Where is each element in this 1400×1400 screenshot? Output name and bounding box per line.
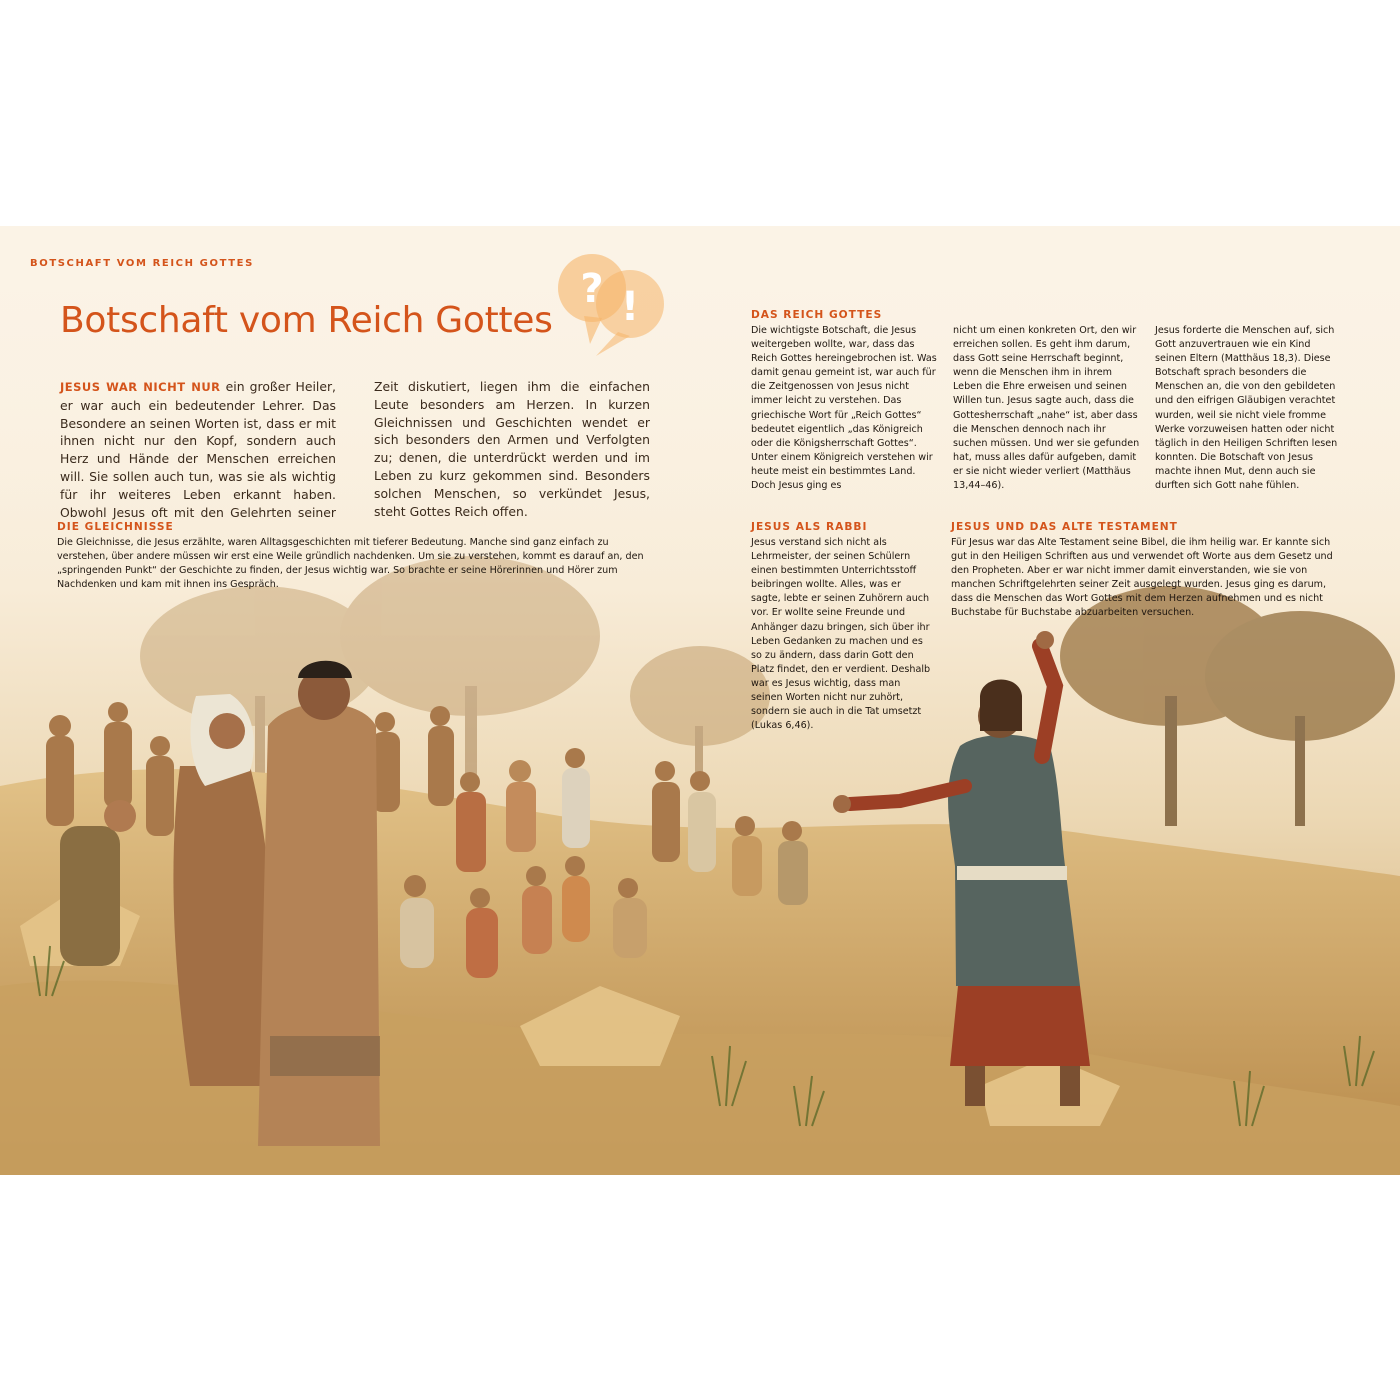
- section-text-rabbi: Jesus verstand sich nicht als Lehrmeister, der seinen Schülern einen bestimmten Unterrichtsstoff beibringen wollte. Alles, was er sagte, lebte er seinen Zuhörern auch vor. Er wollte seine Freunde und Anhänger dazu bringen, sich über ihr Leben Gedanken zu machen und es so zu ändern, dass darin Gott den Platz findet, den er verdient. Deshalb war es Jesus wichtig, dass man seinen Worten nicht nur zuhört, sondern sie auch in die Tat umsetzt (Lukas 6,46).: [751, 537, 931, 732]
- intro-body: ein großer Heiler, er war auch ein bedeutender Lehrer. Das Besondere an seinen Worten ist, dass er mit ihnen nicht nur den Kopf, sondern auch Herz und Hände der Menschen erreichen will. Sie sollen auch tun, was sie als wichtig für ihr weiteres Leben erkannt haben. Obwohl Jesus oft mit den Gelehrten seiner Zeit diskutiert, liegen ihm die einfachen Leute besonders am Herzen. In kurzen Gleichnissen und Geschichten wendet er sich besonders den Armen und Verfolgten zu; denen, die unterdrückt werden und im Leben zu kurz gekommen sind. Besonders solchen Menschen, so verkündet Jesus, steht Gottes Reich offen.: [60, 379, 650, 520]
- section-text-gleichnisse: Die Gleichnisse, die Jesus erzählte, waren Alltagsgeschichten mit tieferer Bedeutung. Manche sind ganz einfach zu verstehen, über andere müssen wir erst eine Weile gründlich nachdenken. Um sie zu verstehen, kommt es darauf an, den „springenden Punkt“ der Geschichte zu finden, der Jesus wichtig war. So brachte er seine Hörerinnen und Hörer zum Nachdenken und kam mit ihnen ins Gespräch.: [57, 537, 644, 591]
- section-text-altes-testament: Für Jesus war das Alte Testament seine Bibel, die ihm heilig war. Er kannte sich gut in den Heiligen Schriften aus und verwendet oft Worte aus dem Gesetz und den Propheten. Aber er war nicht immer damit einverstanden, wie sie von manchen Schriftgelehrten seiner Zeit ausgelegt wurden. Jesus ging es darum, dass die Menschen das Wort Gottes mit dem Herzen aufnehmen und es nicht Buchstabe für Buchstabe abzuarbeiten versuchen.: [951, 537, 1333, 619]
- book-spread: [0, 226, 1400, 1175]
- reich-gottes-column-1: Die wichtigste Botschaft, die Jesus weitergeben wollte, war, dass das Reich Gottes hereingebrochen ist. Was damit genau gemeint ist, war auch für die Zeitgenossen von Jesus nicht immer leicht zu verstehen. Das griechische Wort für „Reich Gottes“ bedeutet eigentlich „das Königreich oder die Königsherrschaft Gottes“. Unter einem Königreich verstehen wir heute meist ein bestimmtes Land. Doch Jesus ging es: [751, 325, 937, 492]
- section-heading-reich-gottes: DAS REICH GOTTES: [751, 309, 883, 321]
- exclamation-mark-glyph: !: [620, 284, 640, 330]
- intro-text: [60, 378, 650, 521]
- section-heading-rabbi: JESUS ALS RABBI: [751, 521, 868, 533]
- section-heading-gleichnisse: DIE GLEICHNISSE: [57, 521, 174, 533]
- speech-bubbles-icon: [550, 252, 670, 358]
- question-mark-glyph: ?: [580, 266, 604, 312]
- page-title: Botschaft vom Reich Gottes: [60, 300, 553, 341]
- running-head: BOTSCHAFT VOM REICH GOTTES: [30, 258, 254, 269]
- section-heading-altes-testament: JESUS UND DAS ALTE TESTAMENT: [951, 521, 1178, 533]
- reich-gottes-column-3: Jesus forderte die Menschen auf, sich Gott anzuvertrauen wie ein Kind seinen Eltern (Matthäus 18,3). Diese Botschaft sprach besonders die Menschen an, die von den gebildeten und den eifrigen Gläubigen verachtet wurden, weil sie nicht viele fromme Werke vorzuweisen hatten oder nicht täglich in den Heiligen Schriften lesen konnten. Die Botschaft von Jesus machte ihnen Mut, denn auch sie durften sich Gott nahe fühlen.: [1155, 325, 1338, 492]
- reich-gottes-column-2: nicht um einen konkreten Ort, den wir erreichen sollen. Es geht ihm darum, dass Gott seine Herrschaft beginnt, wenn die Menschen ihm in ihrem Leben die Ehre erweisen und seinen Willen tun. Jesus sagte auch, dass die Gottesherrschaft „nahe“ ist, aber dass die Menschen dennoch nach ihr suchen müssen. Und wer sie gefunden hat, muss alles dafür aufgeben, damit er sie nicht wieder verliert (Matthäus 13,44–46).: [953, 325, 1140, 492]
- reich-gottes-columns: [751, 324, 1346, 493]
- intro-lead: JESUS WAR NICHT NUR: [60, 380, 221, 394]
